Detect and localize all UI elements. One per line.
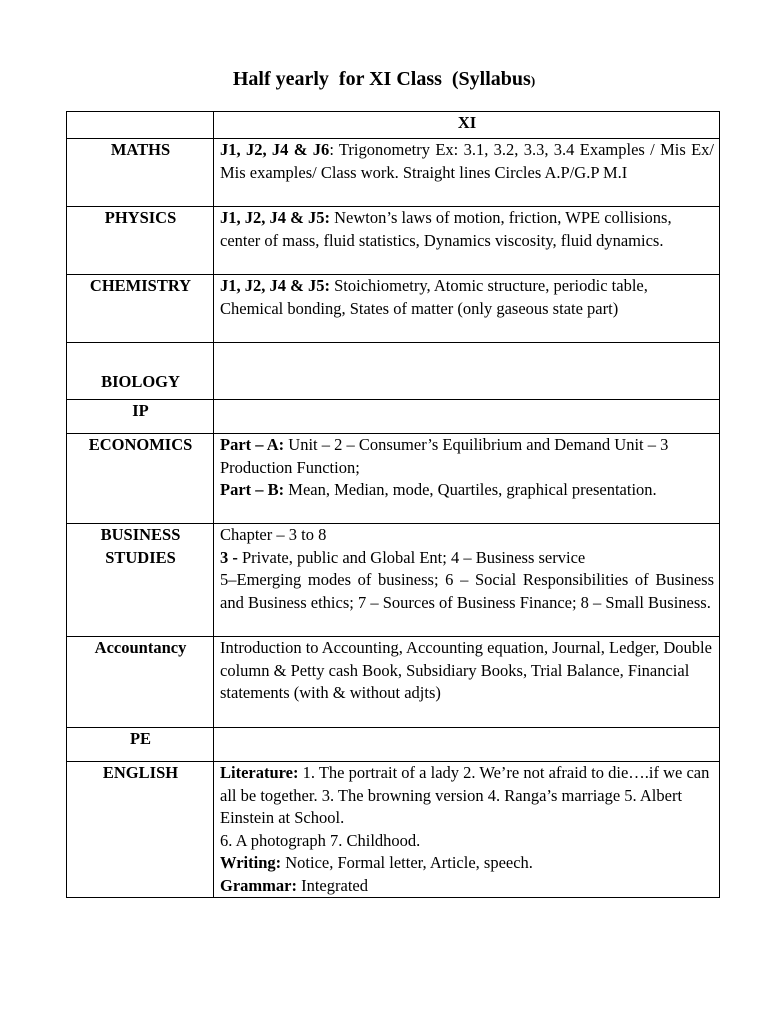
business-studies-ch5-8: 5–Emerging modes of business; 6 – Social Responsibilities of Business and Business ethics; 7 – Sources of Business Finance; 8 – Small Business. <box>220 570 714 612</box>
chemistry-topics: Stoichiometry, Atomic structure, periodic table, Chemical bonding, States of matter (only gaseous state part) <box>220 276 648 318</box>
header-class-cell: XI <box>214 112 720 139</box>
english-literature-text-2: 6. A photograph 7. Childhood. <box>220 830 421 850</box>
content-business-studies <box>214 524 720 637</box>
english-grammar-text: Integrated <box>296 875 368 895</box>
header-subject-cell <box>67 112 214 139</box>
english-literature-text: 1. The portrait of a lady 2. We’re not afraid to die….if we can all be together. 3. The browning version 4. Ranga’s marriage 5. Albert Einstein at School. <box>220 763 710 827</box>
physics-units: J1, J2, J4 & J5: <box>220 208 330 227</box>
content-ip <box>214 400 720 434</box>
table-row <box>67 524 720 637</box>
table-row <box>67 762 720 898</box>
table-row <box>67 343 720 400</box>
table-header-row <box>67 112 720 139</box>
subject-pe: PE <box>67 728 214 762</box>
subject-business-studies <box>67 524 214 637</box>
subject-ip: IP <box>67 400 214 434</box>
table-row <box>67 637 720 728</box>
business-studies-ch3-num: 3 - <box>220 547 238 567</box>
business-studies-label-2: STUDIES <box>105 547 176 567</box>
page-title-paren: ) <box>530 73 536 88</box>
english-grammar-label: Grammar: <box>220 875 297 895</box>
business-studies-label-1: BUSINESS <box>100 525 181 544</box>
economics-part-b-label: Part – B: <box>220 480 285 499</box>
subject-accountancy: Accountancy <box>67 637 214 728</box>
table-row <box>67 434 720 524</box>
business-studies-chapters: Chapter – 3 to 8 <box>220 525 327 544</box>
subject-maths: MATHS <box>67 139 214 207</box>
table-row <box>67 275 720 343</box>
chemistry-units: J1, J2, J4 & J5: <box>220 276 330 295</box>
subject-physics: PHYSICS <box>67 207 214 275</box>
subject-economics: ECONOMICS <box>67 434 214 524</box>
content-chemistry <box>214 275 720 343</box>
syllabus-table <box>66 111 720 898</box>
page-title-text: Half yearly for XI Class (Syllabus <box>232 68 531 90</box>
english-writing-label: Writing: <box>220 853 282 872</box>
content-english <box>214 762 720 898</box>
english-literature-label: Literature: <box>220 763 299 782</box>
content-economics <box>214 434 720 524</box>
table-row <box>67 139 720 207</box>
table-row <box>67 728 720 762</box>
business-studies-ch3-text: Private, public and Global Ent; 4 – Business service <box>237 547 586 567</box>
english-writing-text: Notice, Formal letter, Article, speech. <box>281 853 533 872</box>
table-row <box>67 207 720 275</box>
economics-part-a-label: Part – A: <box>220 435 285 454</box>
maths-topics: : Trigonometry Ex: 3.1, 3.2, 3.3, 3.4 Examples / Mis Ex/ Mis examples/ Class work. Straight lines Circles A.P/G.P M.I <box>220 140 714 182</box>
content-pe <box>214 728 720 762</box>
economics-part-a-text: Unit – 2 – Consumer’s Equilibrium and Demand Unit – 3 Production Function; <box>220 435 669 477</box>
content-biology <box>214 343 720 400</box>
subject-chemistry: CHEMISTRY <box>67 275 214 343</box>
content-physics <box>214 207 720 275</box>
page-title <box>0 68 768 91</box>
subject-biology: BIOLOGY <box>67 343 214 400</box>
physics-topics: Newton’s laws of motion, friction, WPE collisions, center of mass, fluid statistics, Dynamics viscosity, fluid dynamics. <box>220 208 672 250</box>
maths-units: J1, J2, J4 & J6 <box>220 140 330 159</box>
subject-english: ENGLISH <box>67 762 214 898</box>
table-row <box>67 400 720 434</box>
content-maths <box>214 139 720 207</box>
economics-part-b-text: Mean, Median, mode, Quartiles, graphical presentation. <box>284 480 657 499</box>
content-accountancy: Introduction to Accounting, Accounting equation, Journal, Ledger, Double column & Petty cash Book, Subsidiary Books, Trial Balance, Financial statements (with & without adjts) <box>214 637 720 728</box>
